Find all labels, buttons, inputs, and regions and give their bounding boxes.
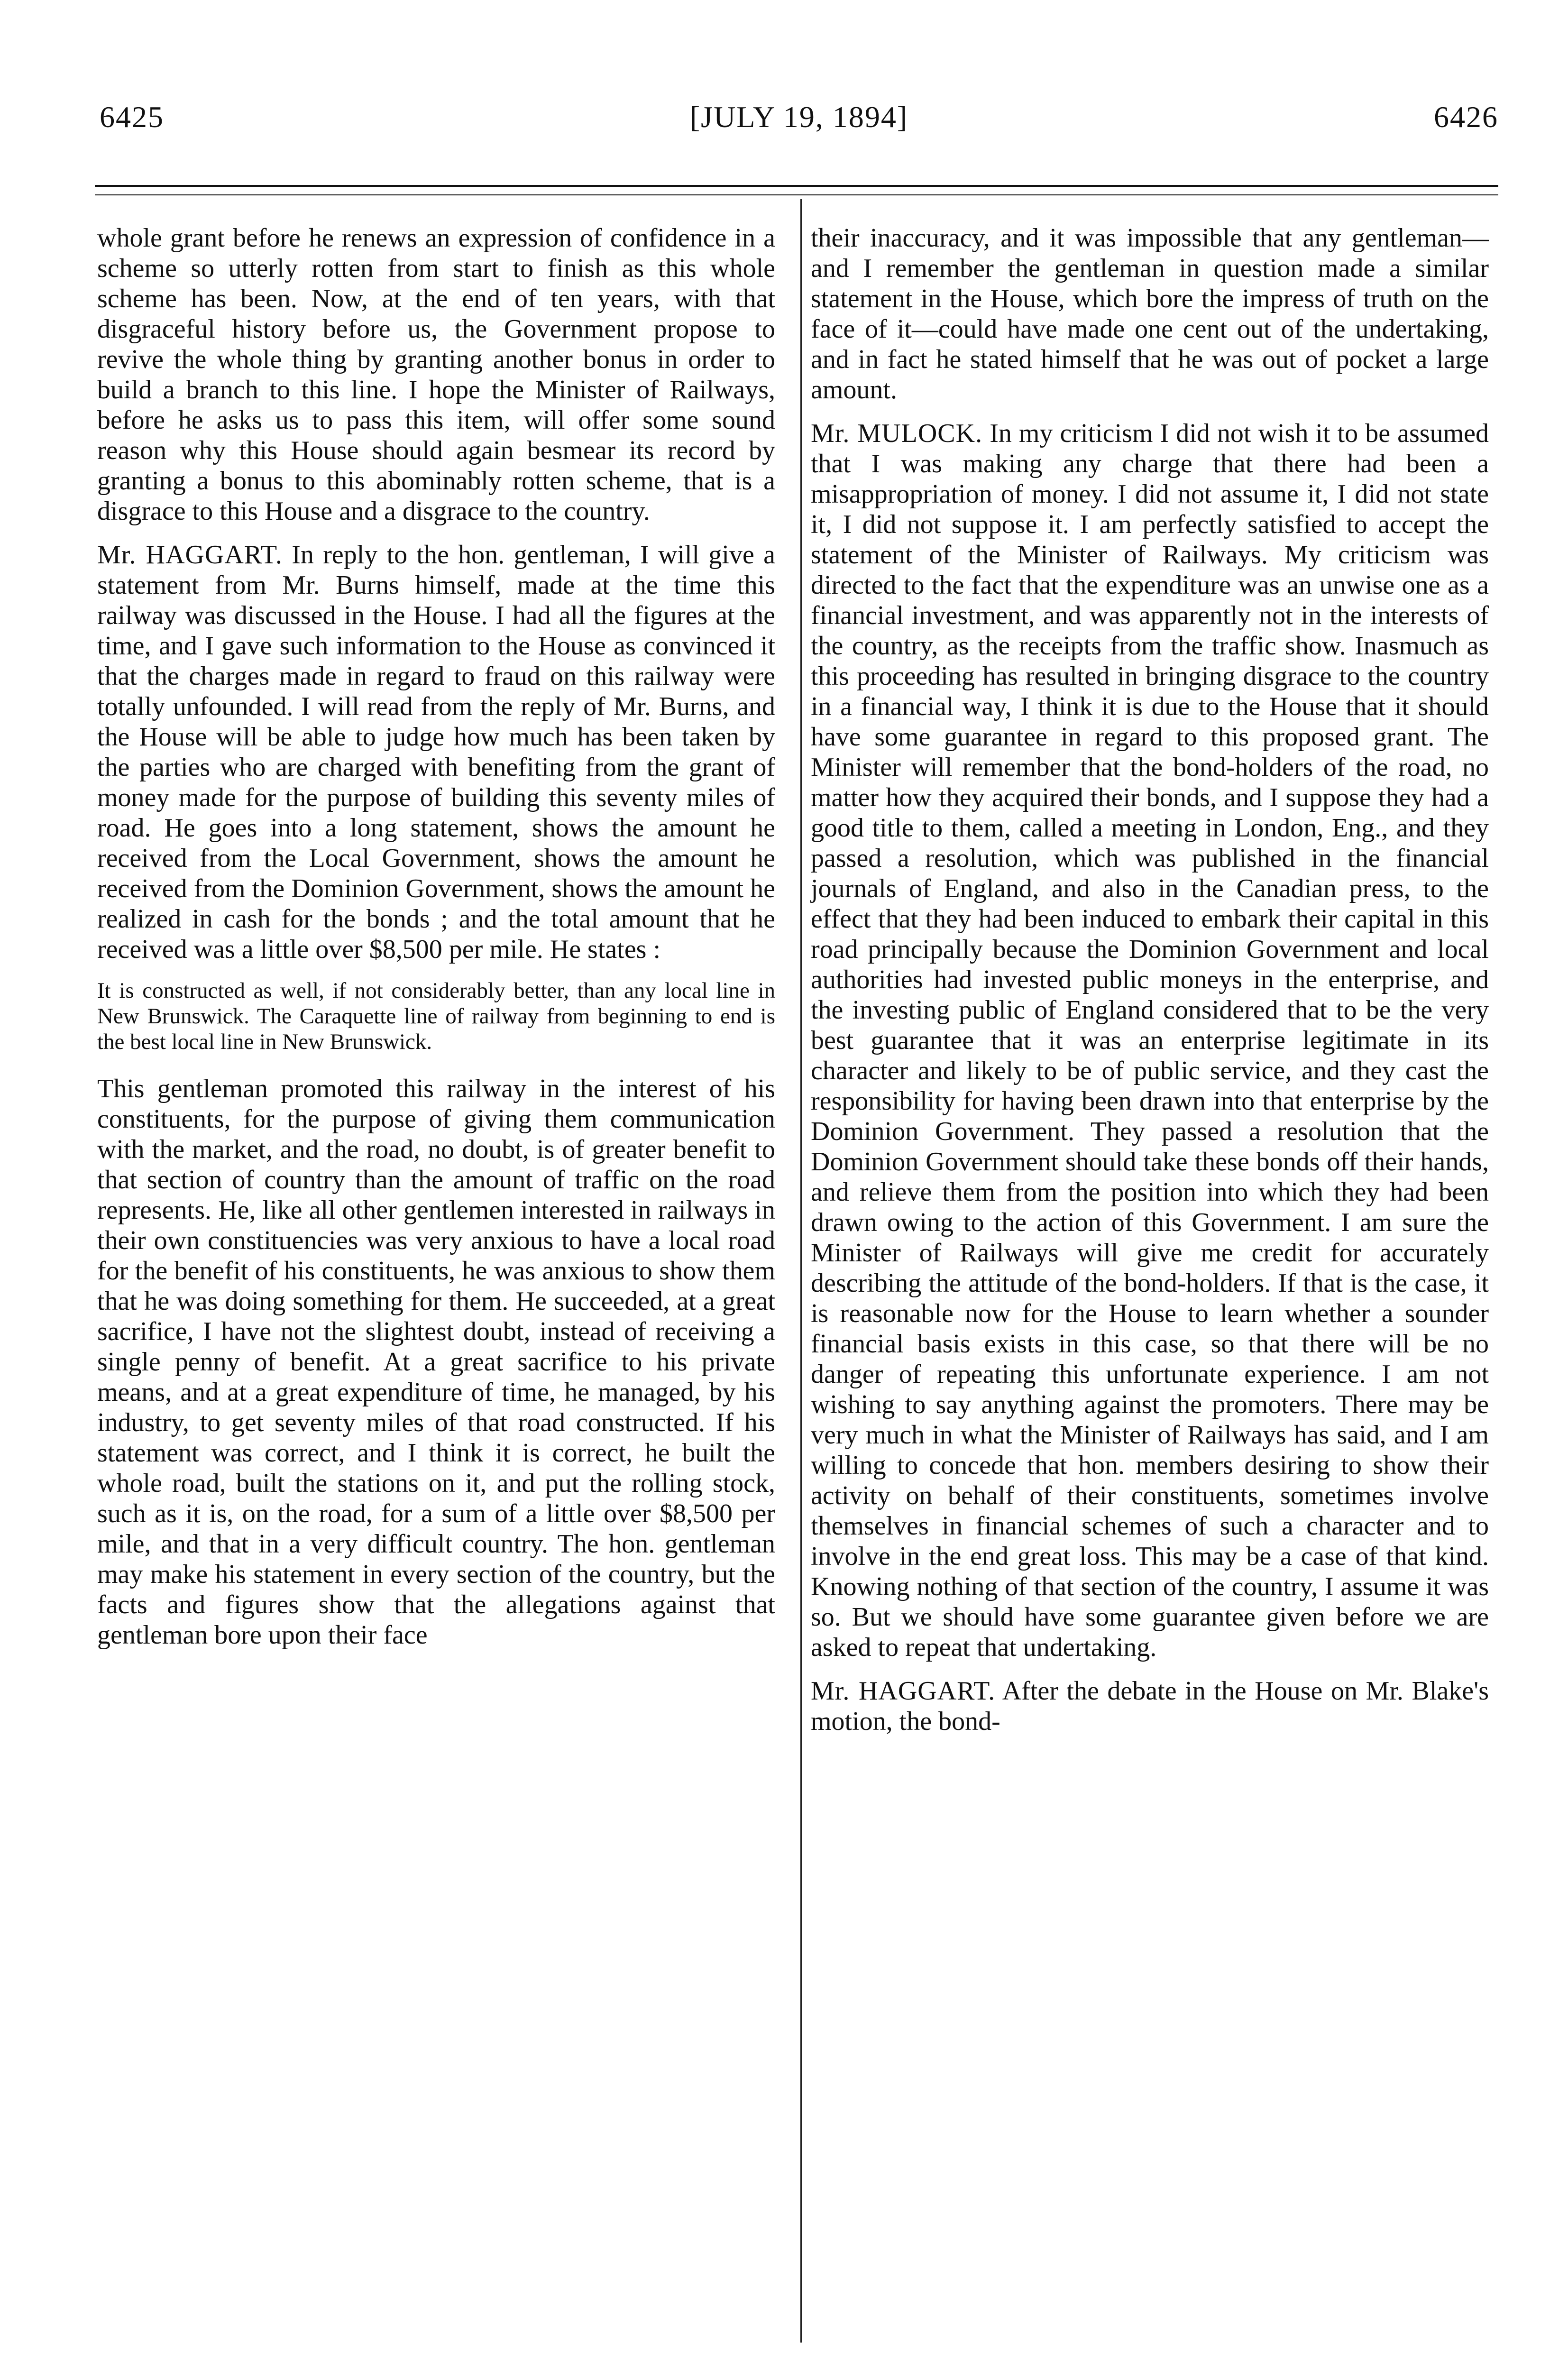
paragraph	[811, 1676, 1489, 1737]
speech-text: After the debate in the House on Mr. Blake's motion, the bond-	[811, 1676, 1489, 1736]
page-date: [JULY 19, 1894]	[689, 100, 908, 134]
page-number-right: 6426	[1434, 100, 1498, 134]
left-column	[97, 223, 775, 1663]
header-rule-top	[95, 185, 1498, 187]
speaker-name: Mr. HAGGART.	[97, 540, 283, 570]
page-header	[100, 100, 1498, 156]
paragraph: This gentleman promoted this railway in the interest of his constituents, for the purpose of giving them communication with the market, and the road, no doubt, is of greater benefit to that section of country than the amount of traffic on the road represents. He, like all other gentlemen interested in railways in their own constituencies was very anxious to have a local road for the benefit of his constituents, he was anxious to show them that he was doing something for them. He succeeded, at a great sacrifice, I have not the slightest doubt, instead of receiving a single penny of benefit. At a great sacrifice to his private means, and at a great expenditure of time, he managed, by his industry, to get seventy miles of that road constructed. If his statement was correct, and I think it is correct, he built the whole road, built the stations on it, and put the rolling stock, such as it is, on the road, for a sum of a little over $8,500 per mile, and that in a very difficult country. The hon. gentleman may make his statement in every section of the country, but the facts and figures show that the allegations against that gentleman bore upon their face	[97, 1074, 775, 1650]
paragraph: whole grant before he renews an expression of confidence in a scheme so utterly rotten from start to finish as this whole scheme has been. Now, at the end of ten years, with that disgraceful history before us, the Government propose to revive the whole thing by granting another bonus in order to build a branch to this line. I hope the Minister of Railways, before he asks us to pass this item, will offer some sound reason why this House should again besmear its record by granting a bonus to this abominably rotten scheme, that is a disgrace to this House and a disgrace to the country.	[97, 223, 775, 526]
page-number-left: 6425	[100, 100, 164, 134]
speaker-name: Mr. HAGGART.	[811, 1676, 996, 1706]
speech-text: In my criticism I did not wish it to be assumed that I was making any charge that there had been a misappropriation of money. I did not assume it, I did not state it, I did not suppose it. I am perfectly satisfied to accept the statement of the Minister of Railways. My criticism was directed to the fact that the expenditure was an unwise one as a financial investment, and was apparently not in the interests of the country, as the receipts from the traffic show. Inasmuch as this proceeding has resulted in bringing disgrace to the country in a financial way, I think it is due to the House that it should have some guarantee in regard to this proposed grant. The Minister will remember that the bond-holders of the road, no matter how they acquired their bonds, and I suppose they had a good title to them, called a meeting in London, Eng., and they passed a resolution, which was published in the financial journals of England, and also in the Canadian press, to the effect that they had been induced to embark their capital in this road principally because the Dominion Government and local authorities had invested public moneys in the enterprise, and the investing public of England considered that to be the very best guarantee that it was an enterprise legitimate in its character and likely to be of public service, and they cast the responsibility for having been drawn into that enterprise by the Dominion Government. They passed a resolution that the Dominion Government should take these bonds off their hands, and relieve them from the position into which they had been drawn owing to the action of this Government. I am sure the Minister of Railways will give me credit for accurately describing the attitude of the bond-holders. If that is the case, it is reasonable now for the House to learn whether a sounder financial basis exists in this case, so that there will be no danger of repeating this unfortunate experience. I am not wishing to say anything against the promoters. There may be very much in what the Minister of Railways has said, and I am willing to concede that hon. members desiring to show their activity on behalf of their constituents, sometimes involve themselves in financial schemes of such a character and to involve in the end great loss. This may be a case of that kind. Knowing nothing of that section of the country, I assume it was so. But we should have some guarantee given before we are asked to repeat that undertaking.	[811, 419, 1489, 1662]
header-rule-bottom	[95, 194, 1498, 195]
quoted-statement: It is constructed as well, if not considerably better, than any local line in New Brunswick. The Caraquette line of railway from beginning to end is the best local line in New Brunswick.	[97, 978, 775, 1054]
right-column	[811, 223, 1489, 1750]
speaker-name: Mr. MULOCK.	[811, 419, 983, 448]
paragraph	[97, 540, 775, 965]
speech-text: In reply to the hon. gentleman, I will give a statement from Mr. Burns himself, made at the time this railway was discussed in the House. I had all the figures at the time, and I gave such information to the House as convinced it that the charges made in regard to fraud on this railway were totally unfounded. I will read from the reply of Mr. Burns, and the House will be able to judge how much has been taken by the parties who are charged with benefiting from the grant of money made for the purpose of building this seventy miles of road. He goes into a long statement, shows the amount he received from the Local Government, shows the amount he received from the Dominion Government, shows the amount he realized in cash for the bonds ; and the total amount that he received was a little over $8,500 per mile. He states :	[97, 540, 775, 964]
paragraph	[811, 418, 1489, 1663]
column-divider	[800, 199, 802, 2343]
paragraph: their inaccuracy, and it was impossible that any gentleman—and I remember the gentleman in question made a similar statement in the House, which bore the impress of truth on the face of it—could have made one cent out of the undertaking, and in fact he stated himself that he was out of pocket a large amount.	[811, 223, 1489, 404]
